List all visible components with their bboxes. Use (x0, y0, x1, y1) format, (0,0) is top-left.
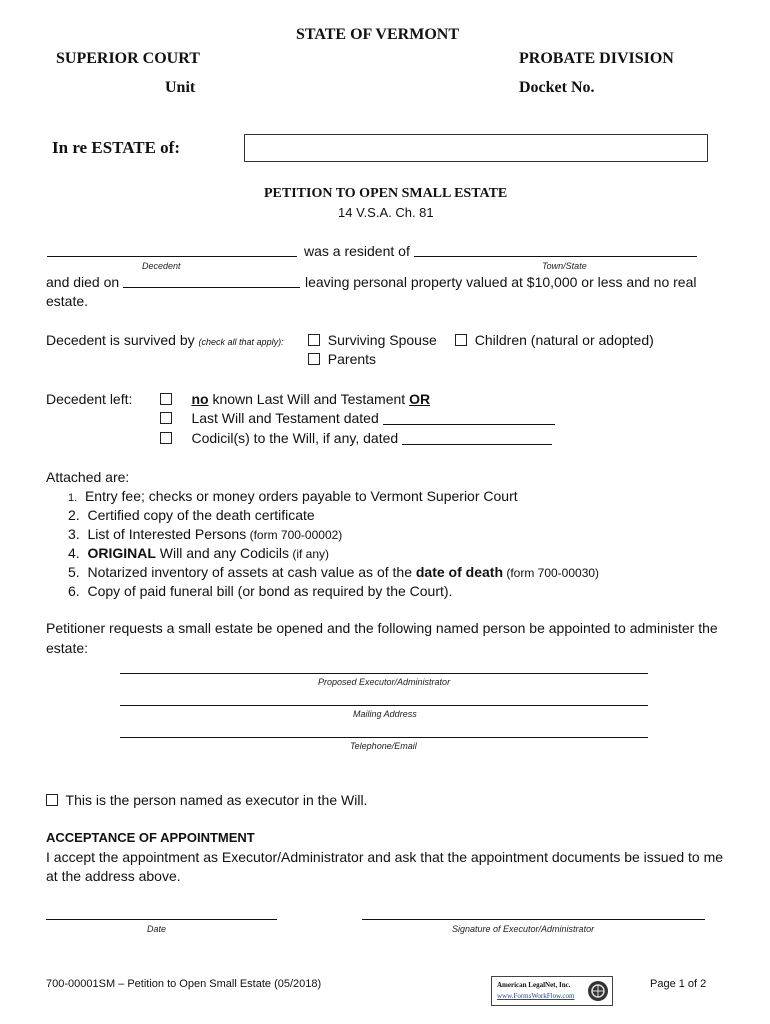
signature-caption: Signature of Executor/Administrator (452, 924, 595, 934)
attached-item: 4. ORIGINAL Will and any Codicils (if any) (68, 545, 329, 561)
will-dated-option[interactable] (160, 410, 379, 426)
estate-label: In re ESTATE of: (52, 138, 180, 157)
checkbox-icon[interactable] (308, 334, 320, 346)
statute: 14 V.S.A. Ch. 81 (338, 205, 434, 220)
attached-item: 2. Certified copy of the death certificate (68, 507, 315, 523)
executor-signature-line[interactable] (362, 919, 705, 920)
date-of-death-line[interactable] (123, 287, 300, 288)
form-title: PETITION TO OPEN SMALL ESTATE (264, 186, 508, 201)
executor-caption: Proposed Executor/Administrator (318, 677, 451, 687)
acceptance-text-2: at the address above. (46, 868, 181, 884)
checkbox-icon[interactable] (160, 393, 172, 405)
checkbox-icon[interactable] (160, 412, 172, 424)
survived-label (46, 332, 284, 348)
petition-text-2: estate: (46, 640, 89, 656)
attached-item: 3. List of Interested Persons (form 700-00002) (68, 526, 343, 542)
globe-icon (587, 980, 609, 1002)
attached-item: 6. Copy of paid funeral bill (or bond as required by the Court). (68, 583, 453, 599)
no-will-text: known Last Will and Testament (208, 391, 410, 407)
children-option[interactable] (455, 332, 654, 348)
court-heading: SUPERIOR COURT (56, 50, 200, 67)
date-caption: Date (147, 924, 167, 934)
checkbox-icon[interactable] (46, 794, 58, 806)
leaving-text: leaving personal property valued at $10,000 or less and no real (305, 274, 697, 290)
decedent-caption: Decedent (142, 261, 181, 271)
surviving-spouse-option[interactable] (308, 332, 437, 348)
unit-label: Unit (165, 79, 196, 96)
spouse-label: Surviving Spouse (327, 332, 437, 348)
attached-item: 1. Entry fee; checks or money orders payable to Vermont Superior Court (68, 488, 518, 504)
children-label: Children (natural or adopted) (474, 332, 654, 348)
address-caption: Mailing Address (353, 709, 417, 719)
executor-line[interactable] (120, 673, 648, 674)
codicil-text: Codicil(s) to the Will, if any, dated (191, 430, 399, 446)
phone-line[interactable] (120, 737, 648, 738)
date-signature-line[interactable] (46, 919, 277, 920)
attached-item: 5. Notarized inventory of assets at cash value as of the date of death (form 700-00030) (68, 564, 600, 580)
brand-name: American LegalNet, Inc. (497, 981, 571, 989)
died-on-text: and died on (46, 274, 120, 290)
was-resident-text: was a resident of (304, 243, 410, 259)
checkbox-icon[interactable] (455, 334, 467, 346)
left-label: Decedent left: (46, 391, 133, 407)
docket-label: Docket No. (519, 79, 595, 96)
named-executor-option[interactable] (46, 792, 367, 808)
or-text: OR (409, 391, 431, 407)
checkbox-icon[interactable] (160, 432, 172, 444)
decedent-line[interactable] (47, 256, 297, 257)
survived-note: (check all that apply): (198, 337, 284, 347)
will-date-line[interactable] (383, 424, 555, 425)
brand-url[interactable]: www.FormsWorkFlow.com (497, 992, 575, 1000)
named-executor-text: This is the person named as executor in the Will. (65, 792, 368, 808)
parents-option[interactable] (308, 351, 376, 367)
acceptance-heading: ACCEPTANCE OF APPOINTMENT (46, 830, 255, 845)
no-will-option[interactable] (160, 391, 430, 407)
acceptance-text: I accept the appointment as Executor/Administrator and ask that the appointment documents be issued to me (46, 849, 724, 865)
estate-name-field[interactable] (244, 134, 708, 162)
town-caption: Town/State (542, 261, 587, 271)
division-heading: PROBATE DIVISION (519, 50, 674, 67)
survived-label-text: Decedent is survived by (46, 332, 195, 348)
no-text: no (191, 391, 209, 407)
estate-word: estate. (46, 293, 89, 309)
address-line[interactable] (120, 705, 648, 706)
codicil-date-line[interactable] (402, 444, 552, 445)
town-state-line[interactable] (414, 256, 697, 257)
codicil-option[interactable] (160, 430, 398, 446)
checkbox-icon[interactable] (308, 353, 320, 365)
will-dated-text: Last Will and Testament dated (191, 410, 379, 426)
attached-label: Attached are: (46, 469, 130, 485)
brand-logo (491, 976, 613, 1006)
page-number: Page 1 of 2 (650, 978, 707, 990)
state-heading: STATE OF VERMONT (296, 26, 459, 43)
phone-caption: Telephone/Email (350, 741, 417, 751)
form-number: 700-00001SM – Petition to Open Small Estate (05/2018) (46, 978, 322, 990)
petition-text: Petitioner requests a small estate be opened and the following named person be appointed to administer the (46, 620, 718, 636)
parents-label: Parents (327, 351, 377, 367)
